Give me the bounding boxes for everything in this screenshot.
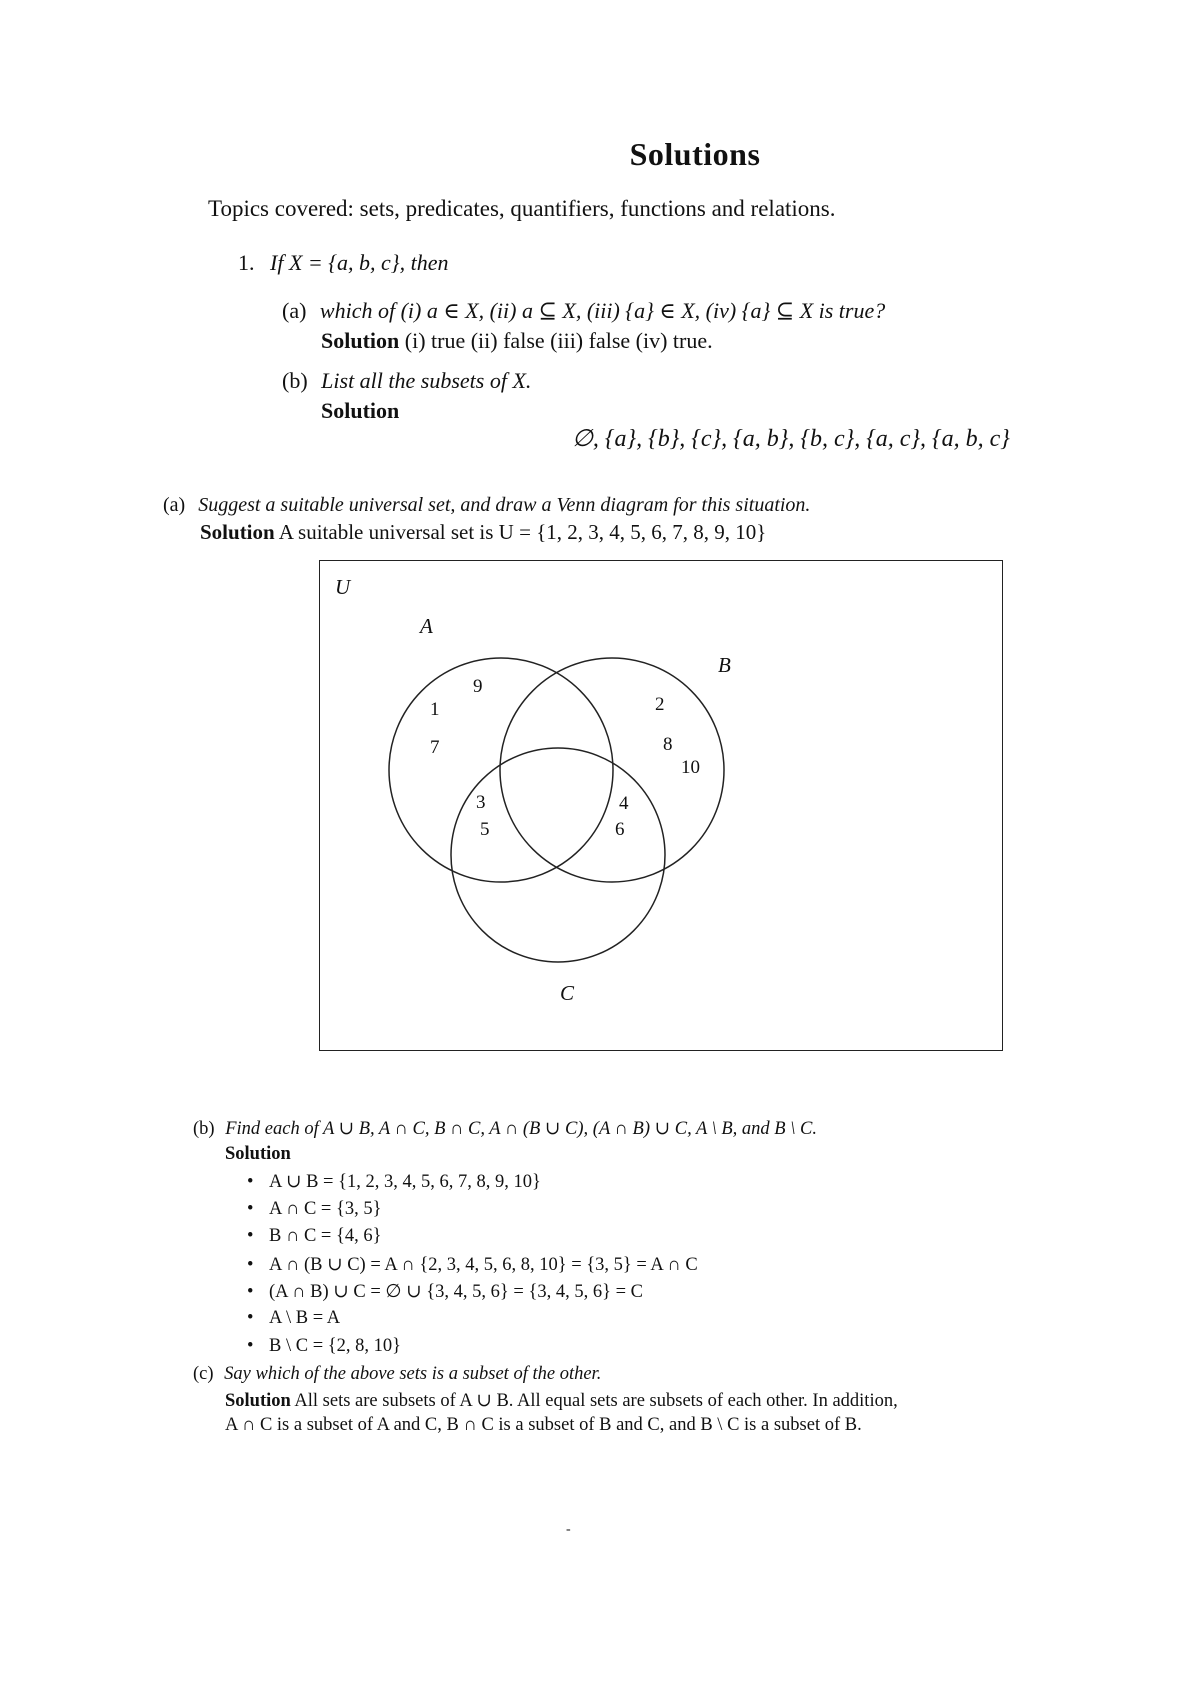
q1a-solution [321,328,713,354]
venn-number: 3 [476,792,486,813]
q1-stem-row [238,250,448,276]
q2b-row [193,1118,817,1140]
set-label-a: A [420,614,433,638]
q2a-row [163,494,810,517]
venn-number: 9 [473,676,483,697]
venn-number: 1 [430,699,440,720]
q2c-solution-label: Solution [225,1391,291,1411]
q2b-label: (b) [193,1119,215,1139]
list-item: • B \ C = {2, 8, 10} [247,1336,402,1356]
q2a-label: (a) [163,494,186,516]
q1a-question: which of (i) a ∈ X, (ii) a ⊆ X, (iii) {a} ∈ X, (iv) {a} ⊆ X is true? [319,298,886,323]
circle-a [389,658,613,882]
q2c-row [193,1364,601,1385]
venn-number: 6 [615,819,625,840]
list-item: • (A ∩ B) ∪ C = ∅ ∪ {3, 4, 5, 6} = {3, 4, 5, 6} = C [247,1282,643,1302]
venn-number: 4 [619,793,629,814]
q1a-label: (a) [282,298,307,323]
q2c-solution-line1: Solution All sets are subsets of A ∪ B. All equal sets are subsets of each other. In addition, [225,1391,898,1411]
q2a-solution-label: Solution [200,520,275,544]
q2b-question: Find each of A ∪ B, A ∩ C, B ∩ C, A ∩ (B ∪ C), (A ∩ B) ∪ C, A \ B, and B \ C. [225,1119,817,1139]
q2a-solution [200,520,766,545]
q2c-question: Say which of the above sets is a subset of the other. [224,1364,602,1384]
venn-number: 5 [480,819,490,840]
list-item: • A \ B = A [247,1308,341,1328]
q1a-solution-label: Solution [321,328,400,353]
q1-stem: If X = {a, b, c}, then [270,250,449,275]
venn-number: 2 [655,694,665,715]
page-title: Solutions [629,136,761,172]
set-label-b: B [718,653,731,677]
list-item: • B ∩ C = {4, 6} [247,1226,382,1246]
q2a-solution-text: A suitable universal set is U = {1, 2, 3, 4, 5, 6, 7, 8, 9, 10} [278,520,767,544]
q2c-solution-line2: A ∩ C is a subset of A and C, B ∩ C is a subset of B and C, and B \ C is a subset of B. [225,1415,862,1435]
circle-c [451,748,665,962]
list-item: • A ∩ C = {3, 5} [247,1199,382,1219]
list-item: • A ∪ B = {1, 2, 3, 4, 5, 6, 7, 8, 9, 10} [247,1172,541,1192]
q1a-solution-text: (i) true (ii) false (iii) false (iv) true. [404,328,713,353]
universe-label: U [335,575,351,599]
intro-text: Topics covered: sets, predicates, quantifiers, functions and relations. [208,196,836,221]
q1b-row [282,368,531,394]
venn-diagram [319,560,1003,1051]
q1a-row [282,298,885,324]
q1-number: 1. [238,250,255,275]
q1b-question: List all the subsets of X. [321,368,532,393]
q1b-label: (b) [282,368,308,393]
venn-number: 10 [681,757,700,778]
q2b-solution-label: Solution [225,1144,291,1164]
set-label-c: C [560,981,575,1005]
venn-number: 8 [663,734,673,755]
q1b-solution-label: Solution [321,398,400,423]
q1b-subsets: ∅, {a}, {b}, {c}, {a, b}, {b, c}, {a, c}, {a, b, c} [572,426,1010,452]
q2a-question: Suggest a suitable universal set, and draw a Venn diagram for this situation. [198,494,811,516]
page-footer-mark: - [566,1522,571,1537]
venn-number: 7 [430,737,440,758]
q2c-label: (c) [193,1364,214,1384]
list-item: • A ∩ (B ∪ C) = A ∩ {2, 3, 4, 5, 6, 8, 10} = {3, 5} = A ∩ C [247,1255,698,1275]
